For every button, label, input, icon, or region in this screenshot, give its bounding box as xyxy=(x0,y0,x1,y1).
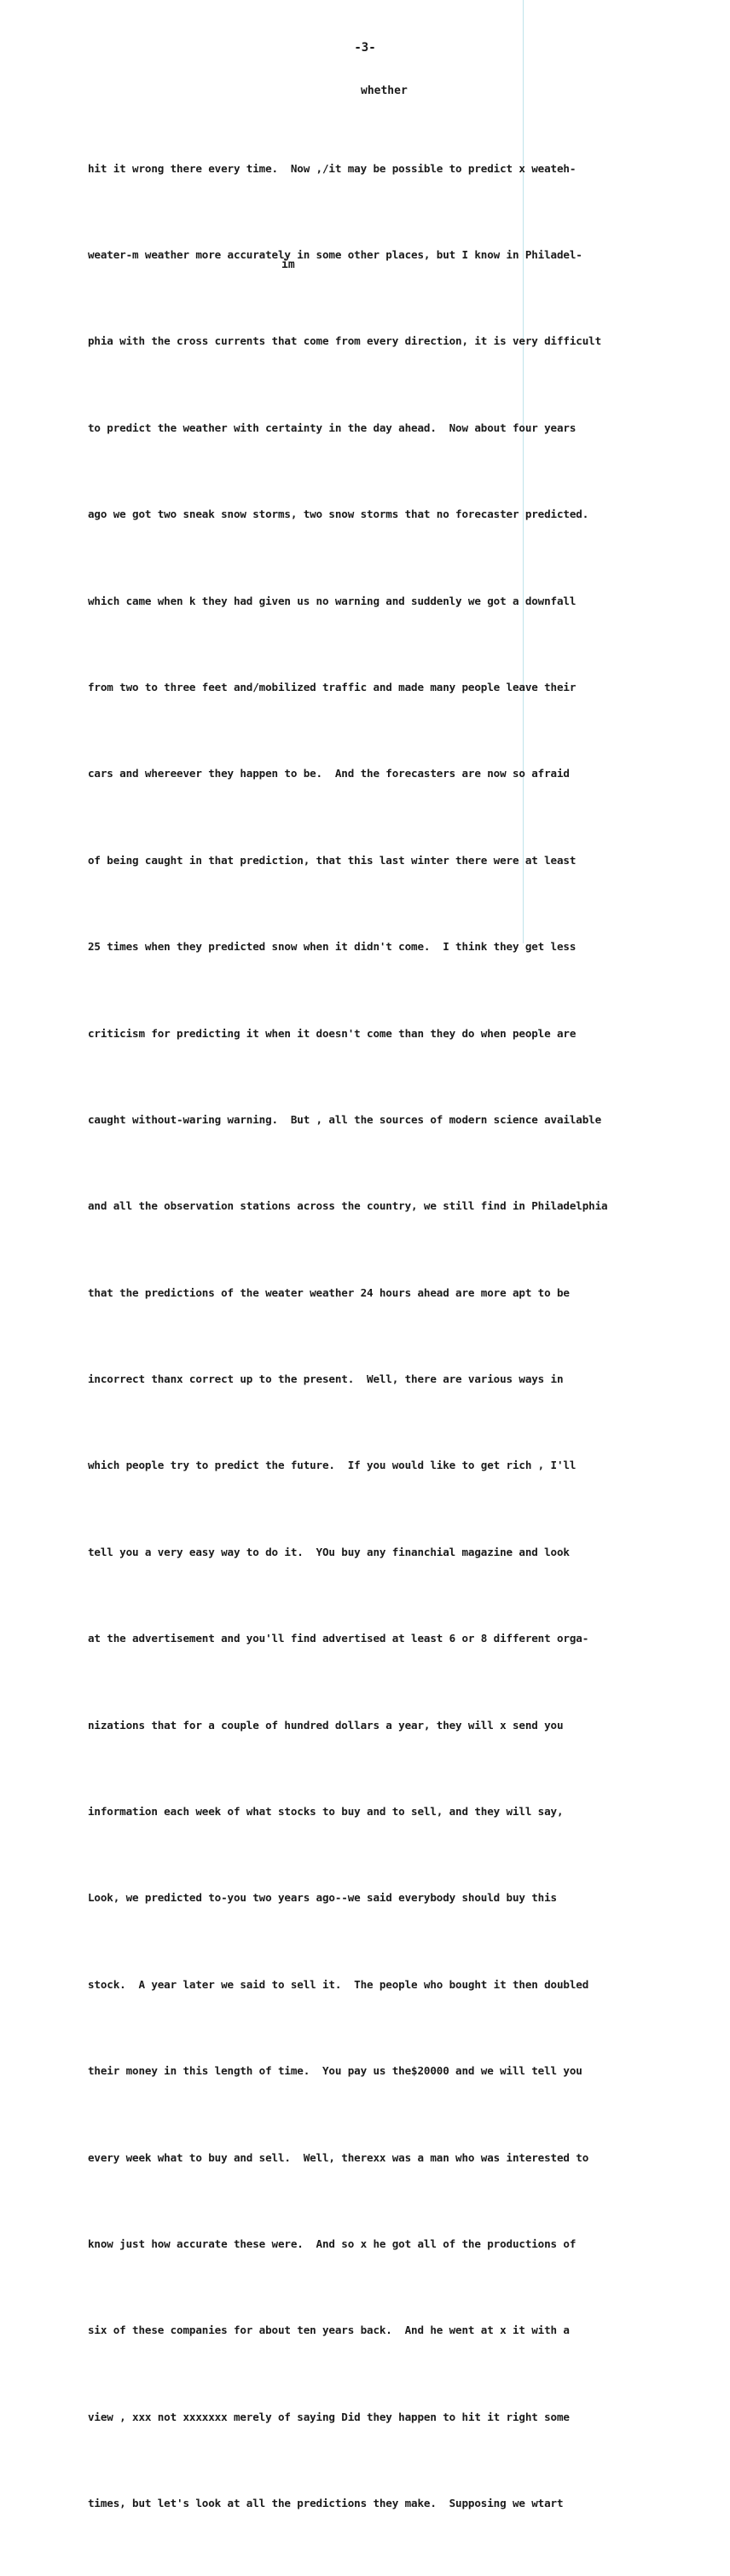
text-line: criticism for predicting it when it doesn't come than they do when people are xyxy=(88,1026,576,1040)
text-line: times, but let's look at all the predictions they make. Supposing we wtart xyxy=(88,2497,564,2510)
text-line: which came when k they had given us no warning and suddenly we got a downfall xyxy=(88,594,576,607)
text-line: hit it wrong there every time. Now ,/it may be possible to predict x weateh- xyxy=(88,161,576,175)
text-line: weater-m weather more accurately in some other places, but I know in Philadel- xyxy=(88,247,582,261)
text-line: cars and whereever they happen to be. And the forecasters are now so afraid xyxy=(88,767,570,780)
text-line: know just how accurate these were. And so x he got all of the productions of xyxy=(88,2237,576,2250)
text-line: incorrect thanx correct up to the present. Well, there are various ways in xyxy=(88,1372,564,1386)
text-line: six of these companies for about ten years back. And he went at x it with a xyxy=(88,2324,570,2337)
handwritten-insert-whether: whether xyxy=(361,84,408,97)
text-line: that the predictions of the weater weather 24 hours ahead are more apt to be xyxy=(88,1285,570,1299)
text-line: information each week of what stocks to buy and to sell, and they will say, xyxy=(88,1805,564,1819)
text-line: from two to three feet and/mobilized traffic and made many people leave their xyxy=(88,680,576,693)
text-line: which people try to predict the future. If you would like to get rich , I'll xyxy=(88,1459,576,1472)
text-line: stock. A year later we said to sell it. The people who bought it then doubled xyxy=(88,1977,589,1991)
text-line: and all the observation stations across the country, we still find in Philadelphia xyxy=(88,1199,608,1213)
text-line: to predict the weather with certainty in the day ahead. Now about four years xyxy=(88,421,576,434)
text-line: at the advertisement and you'll find advertised at least 6 or 8 different orga- xyxy=(88,1632,589,1645)
text-line: 25 times when they predicted snow when it didn't come. I think they get less xyxy=(88,940,576,954)
text-line: view , xxx not xxxxxxx merely of saying Did they happen to hit it right some xyxy=(88,2410,570,2423)
handwritten-insert-im: im xyxy=(281,258,295,271)
text-line: their money in this length of time. You pay us the$20000 and we will tell you xyxy=(88,2064,582,2078)
text-line: caught without-waring warning. But , all the sources of modern science available xyxy=(88,1112,601,1126)
body-text xyxy=(88,96,719,2576)
page-number: -3- xyxy=(354,41,376,55)
text-line: of being caught in that prediction, that this last winter there were at least xyxy=(88,853,576,867)
text-line: nizations that for a couple of hundred dollars a year, they will x send you xyxy=(88,1718,564,1732)
text-line: tell you a very easy way to do it. YOu buy any financhial magazine and look xyxy=(88,1545,570,1558)
text-line: every week what to buy and sell. Well, therexx was a man who was interested to xyxy=(88,2150,589,2164)
text-line: phia with the cross currents that come from every direction, it is very difficult xyxy=(88,334,601,348)
text-line: ago we got two sneak snow storms, two snow storms that no forecaster predicted. xyxy=(88,508,589,521)
text-line: Look, we predicted to-you two years ago--we said everybody should buy this xyxy=(88,1891,557,1905)
